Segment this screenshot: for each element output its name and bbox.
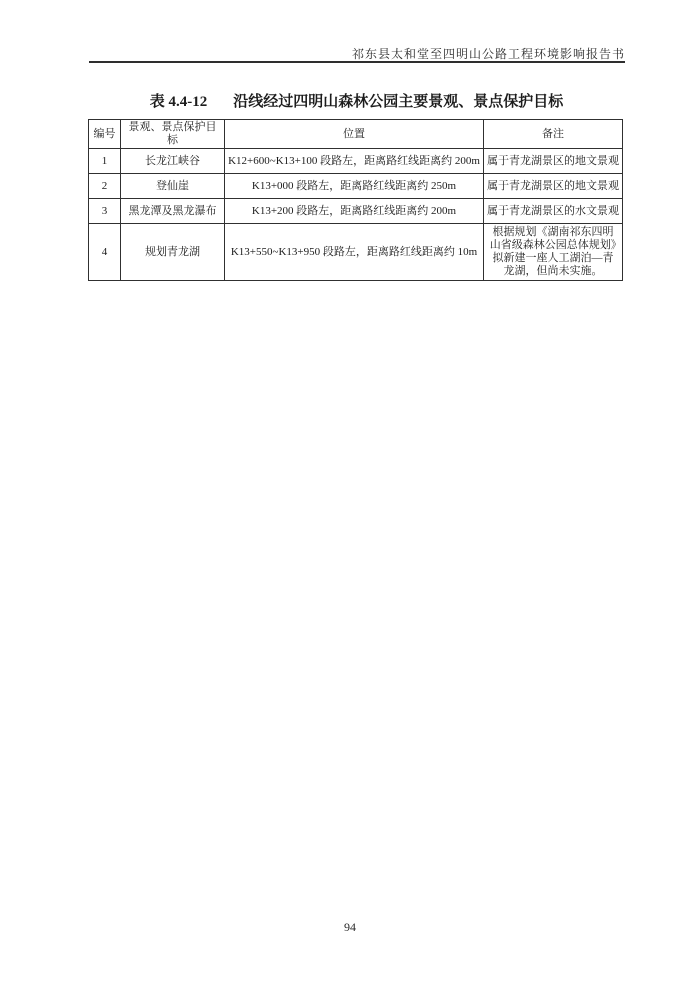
header-rule bbox=[89, 61, 625, 63]
cell-target: 规划青龙湖 bbox=[121, 224, 225, 281]
cell-location: K13+200 段路左，距离路红线距离约 200m bbox=[225, 199, 484, 224]
cell-target: 长龙江峡谷 bbox=[121, 149, 225, 174]
table-number-label: 表 4.4-12 bbox=[149, 94, 208, 110]
table-row bbox=[89, 199, 623, 224]
table-row bbox=[89, 174, 623, 199]
table-row bbox=[89, 224, 623, 281]
cell-no: 2 bbox=[89, 174, 121, 199]
table-title: 沿线经过四明山森林公园主要景观、景点保护目标 bbox=[233, 94, 564, 110]
cell-target: 登仙崖 bbox=[121, 174, 225, 199]
cell-location: K13+000 段路左，距离路红线距离约 250m bbox=[225, 174, 484, 199]
table-header-row bbox=[89, 120, 623, 149]
cell-remark: 属于青龙湖景区的地文景观 bbox=[484, 174, 623, 199]
column-header-location: 位置 bbox=[225, 120, 484, 149]
table-caption bbox=[88, 90, 625, 111]
table-row bbox=[89, 149, 623, 174]
cell-no: 1 bbox=[89, 149, 121, 174]
column-header-target: 景观、景点保护目标 bbox=[121, 120, 225, 149]
cell-no: 4 bbox=[89, 224, 121, 281]
cell-no: 3 bbox=[89, 199, 121, 224]
cell-location: K12+600~K13+100 段路左，距离路红线距离约 200m bbox=[225, 149, 484, 174]
column-header-no: 编号 bbox=[89, 120, 121, 149]
cell-remark: 属于青龙湖景区的地文景观 bbox=[484, 149, 623, 174]
column-header-remark: 备注 bbox=[484, 120, 623, 149]
cell-remark: 属于青龙湖景区的水文景观 bbox=[484, 199, 623, 224]
cell-location: K13+550~K13+950 段路左，距离路红线距离约 10m bbox=[225, 224, 484, 281]
running-header-text: 祁东县太和堂至四明山公路工程环境影响报告书 bbox=[351, 47, 625, 61]
page-number: 94 bbox=[344, 920, 356, 934]
cell-target: 黑龙潭及黑龙瀑布 bbox=[121, 199, 225, 224]
protection-targets-table bbox=[88, 119, 623, 281]
cell-remark: 根据规划《湖南祁东四明山省级森林公园总体规划》拟新建一座人工湖泊—青龙湖，但尚未实施。 bbox=[484, 224, 623, 281]
